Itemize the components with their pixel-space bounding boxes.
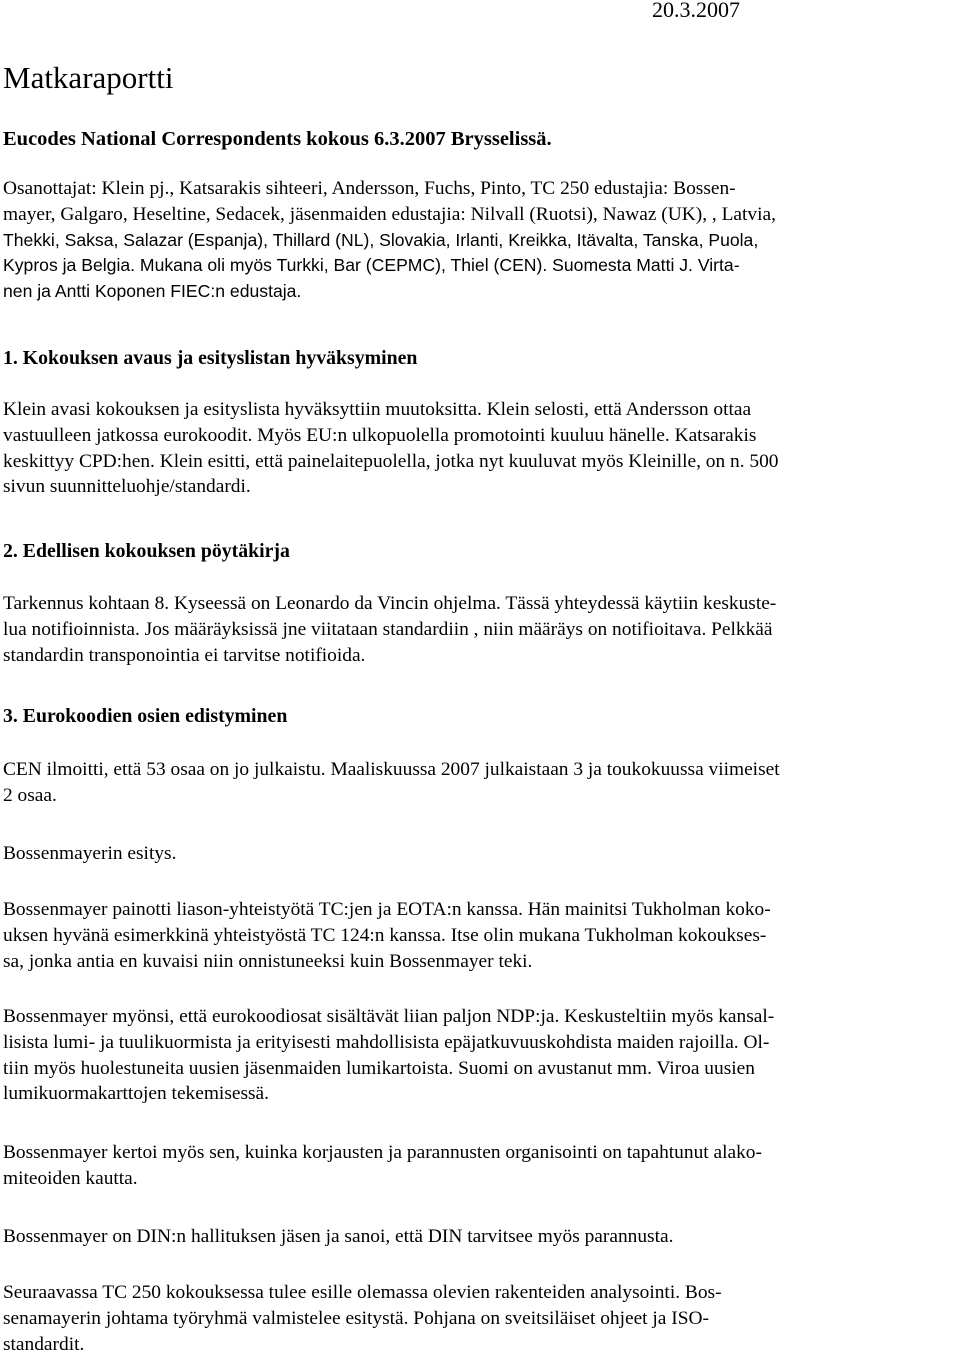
section-1-paragraph: [3, 397, 958, 500]
paragraph-line: Bossenmayerin esitys.: [3, 843, 177, 864]
section-3-paragraph: [3, 757, 958, 809]
paragraph-line: Bossenmayer kertoi myös sen, kuinka korjausten ja parannusten organisointi on tapahtunut alako-: [3, 1142, 762, 1163]
paragraph-line: Seuraavassa TC 250 kokouksessa tulee esille olemassa olevien rakenteiden analysointi. Bos-: [3, 1282, 722, 1303]
section-3-paragraph: [3, 1140, 958, 1192]
paragraph-line: tiin myös huolestuneita uusien jäsenmaiden lumikartoista. Suomi on avustanut mm. Viroa uusien: [3, 1057, 755, 1079]
participants-line: mayer, Galgaro, Heseltine, Sedacek, jäsenmaiden edustajia: Nilvall (Ruotsi), Nawaz (UK), , Latvia,: [3, 203, 776, 225]
paragraph-line: lumikuormakarttojen tekemisessä.: [3, 1083, 270, 1105]
paragraph-line: lua notifioinnista. Jos määräyksissä jne viitataan standardiin , niin määräys on notifioitava. Pelkkää: [3, 618, 773, 640]
paragraph-line: Bossenmayer on DIN:n hallituksen jäsen ja sanoi, että DIN tarvitsee myös parannusta.: [3, 1226, 674, 1247]
paragraph-line: Bossenmayer myönsi, että eurokoodiosat sisältävät liian paljon NDP:ja. Keskusteltiin myös kansal-: [3, 1006, 775, 1027]
paragraph-line: uksen hyvänä esimerkkinä yhteistyöstä TC 124:n kanssa. Itse olin mukana Tukholman kokoukses-: [3, 924, 767, 946]
paragraph-line: vastuulleen jatkossa eurokoodit. Myös EU:n ulkopuolella promotointi kuuluu hänelle. Katsarakis: [3, 424, 757, 446]
paragraph-line: lisista lumi- ja tuulikuormista ja erityisesti mahdollisista epäjatkuvuuskohdista maiden rajoilla. Ol-: [3, 1031, 770, 1053]
paragraph-line: 2 osaa.: [3, 784, 57, 806]
section-3-paragraph: [3, 897, 958, 974]
section-3-paragraph: [3, 1280, 958, 1357]
participants-paragraph: [3, 176, 958, 305]
paragraph-line: Klein avasi kokouksen ja esityslista hyväksyttiin muutoksitta. Klein selosti, että Andersson ottaa: [3, 399, 752, 420]
meeting-subtitle: Eucodes National Correspondents kokous 6.3.2007 Brysselissä.: [3, 128, 552, 150]
paragraph-line: senamayerin johtama työryhmä valmistelee esitystä. Pohjana on sveitsiläiset ohjeet ja ISO-: [3, 1307, 709, 1329]
paragraph-line: sa, jonka antia en kuvaisi niin onnistuneeksi kuin Bossenmayer teki.: [3, 950, 533, 972]
paragraph-line: miteoiden kautta.: [3, 1167, 138, 1189]
paragraph-line: standardin transponointia ei tarvitse notifioida.: [3, 644, 366, 666]
paragraph-line: keskittyy CPD:hen. Klein esitti, että painelaitepuolella, jotka nyt kuuluvat myös Kleinille, on n. 500: [3, 450, 779, 472]
paragraph-line: Tarkennus kohtaan 8. Kyseessä on Leonardo da Vincin ohjelma. Tässä yhteydessä käytiin keskuste-: [3, 593, 777, 614]
section-3-paragraph: [3, 1224, 958, 1250]
section-heading: 3. Eurokoodien osien edistyminen: [3, 705, 288, 727]
participants-line: Kypros ja Belgia. Mukana oli myös Turkki, Bar (CEPMC), Thiel (CEN). Suomesta Matti J. Virta-: [3, 255, 740, 276]
paragraph-line: sivun suunnitteluohje/standardi.: [3, 476, 251, 498]
participants-line: Thekki, Saksa, Salazar (Espanja), Thillard (NL), Slovakia, Irlanti, Kreikka, Itävalta, Tanska, Puola,: [3, 229, 759, 250]
participants-line: nen ja Antti Koponen FIEC:n edustaja.: [3, 281, 302, 302]
section-3-paragraph: [3, 841, 958, 867]
paragraph-line: Bossenmayer painotti liason-yhteistyötä TC:jen ja EOTA:n kanssa. Hän mainitsi Tukholman koko-: [3, 899, 771, 920]
paragraph-line: CEN ilmoitti, että 53 osaa on jo julkaistu. Maaliskuussa 2007 julkaistaan 3 ja toukokuussa viimeiset: [3, 759, 780, 780]
document-title: Matkaraportti: [3, 60, 174, 95]
section-3-paragraph: [3, 1004, 958, 1107]
document-date: 20.3.2007: [652, 0, 740, 22]
section-heading: 1. Kokouksen avaus ja esityslistan hyväksyminen: [3, 347, 418, 369]
participants-line: Osanottajat: Klein pj., Katsarakis sihteeri, Andersson, Fuchs, Pinto, TC 250 edustajia: Bossen-: [3, 178, 736, 199]
section-2-paragraph: [3, 591, 958, 668]
section-heading: 2. Edellisen kokouksen pöytäkirja: [3, 540, 290, 562]
paragraph-line: standardit.: [3, 1333, 85, 1355]
